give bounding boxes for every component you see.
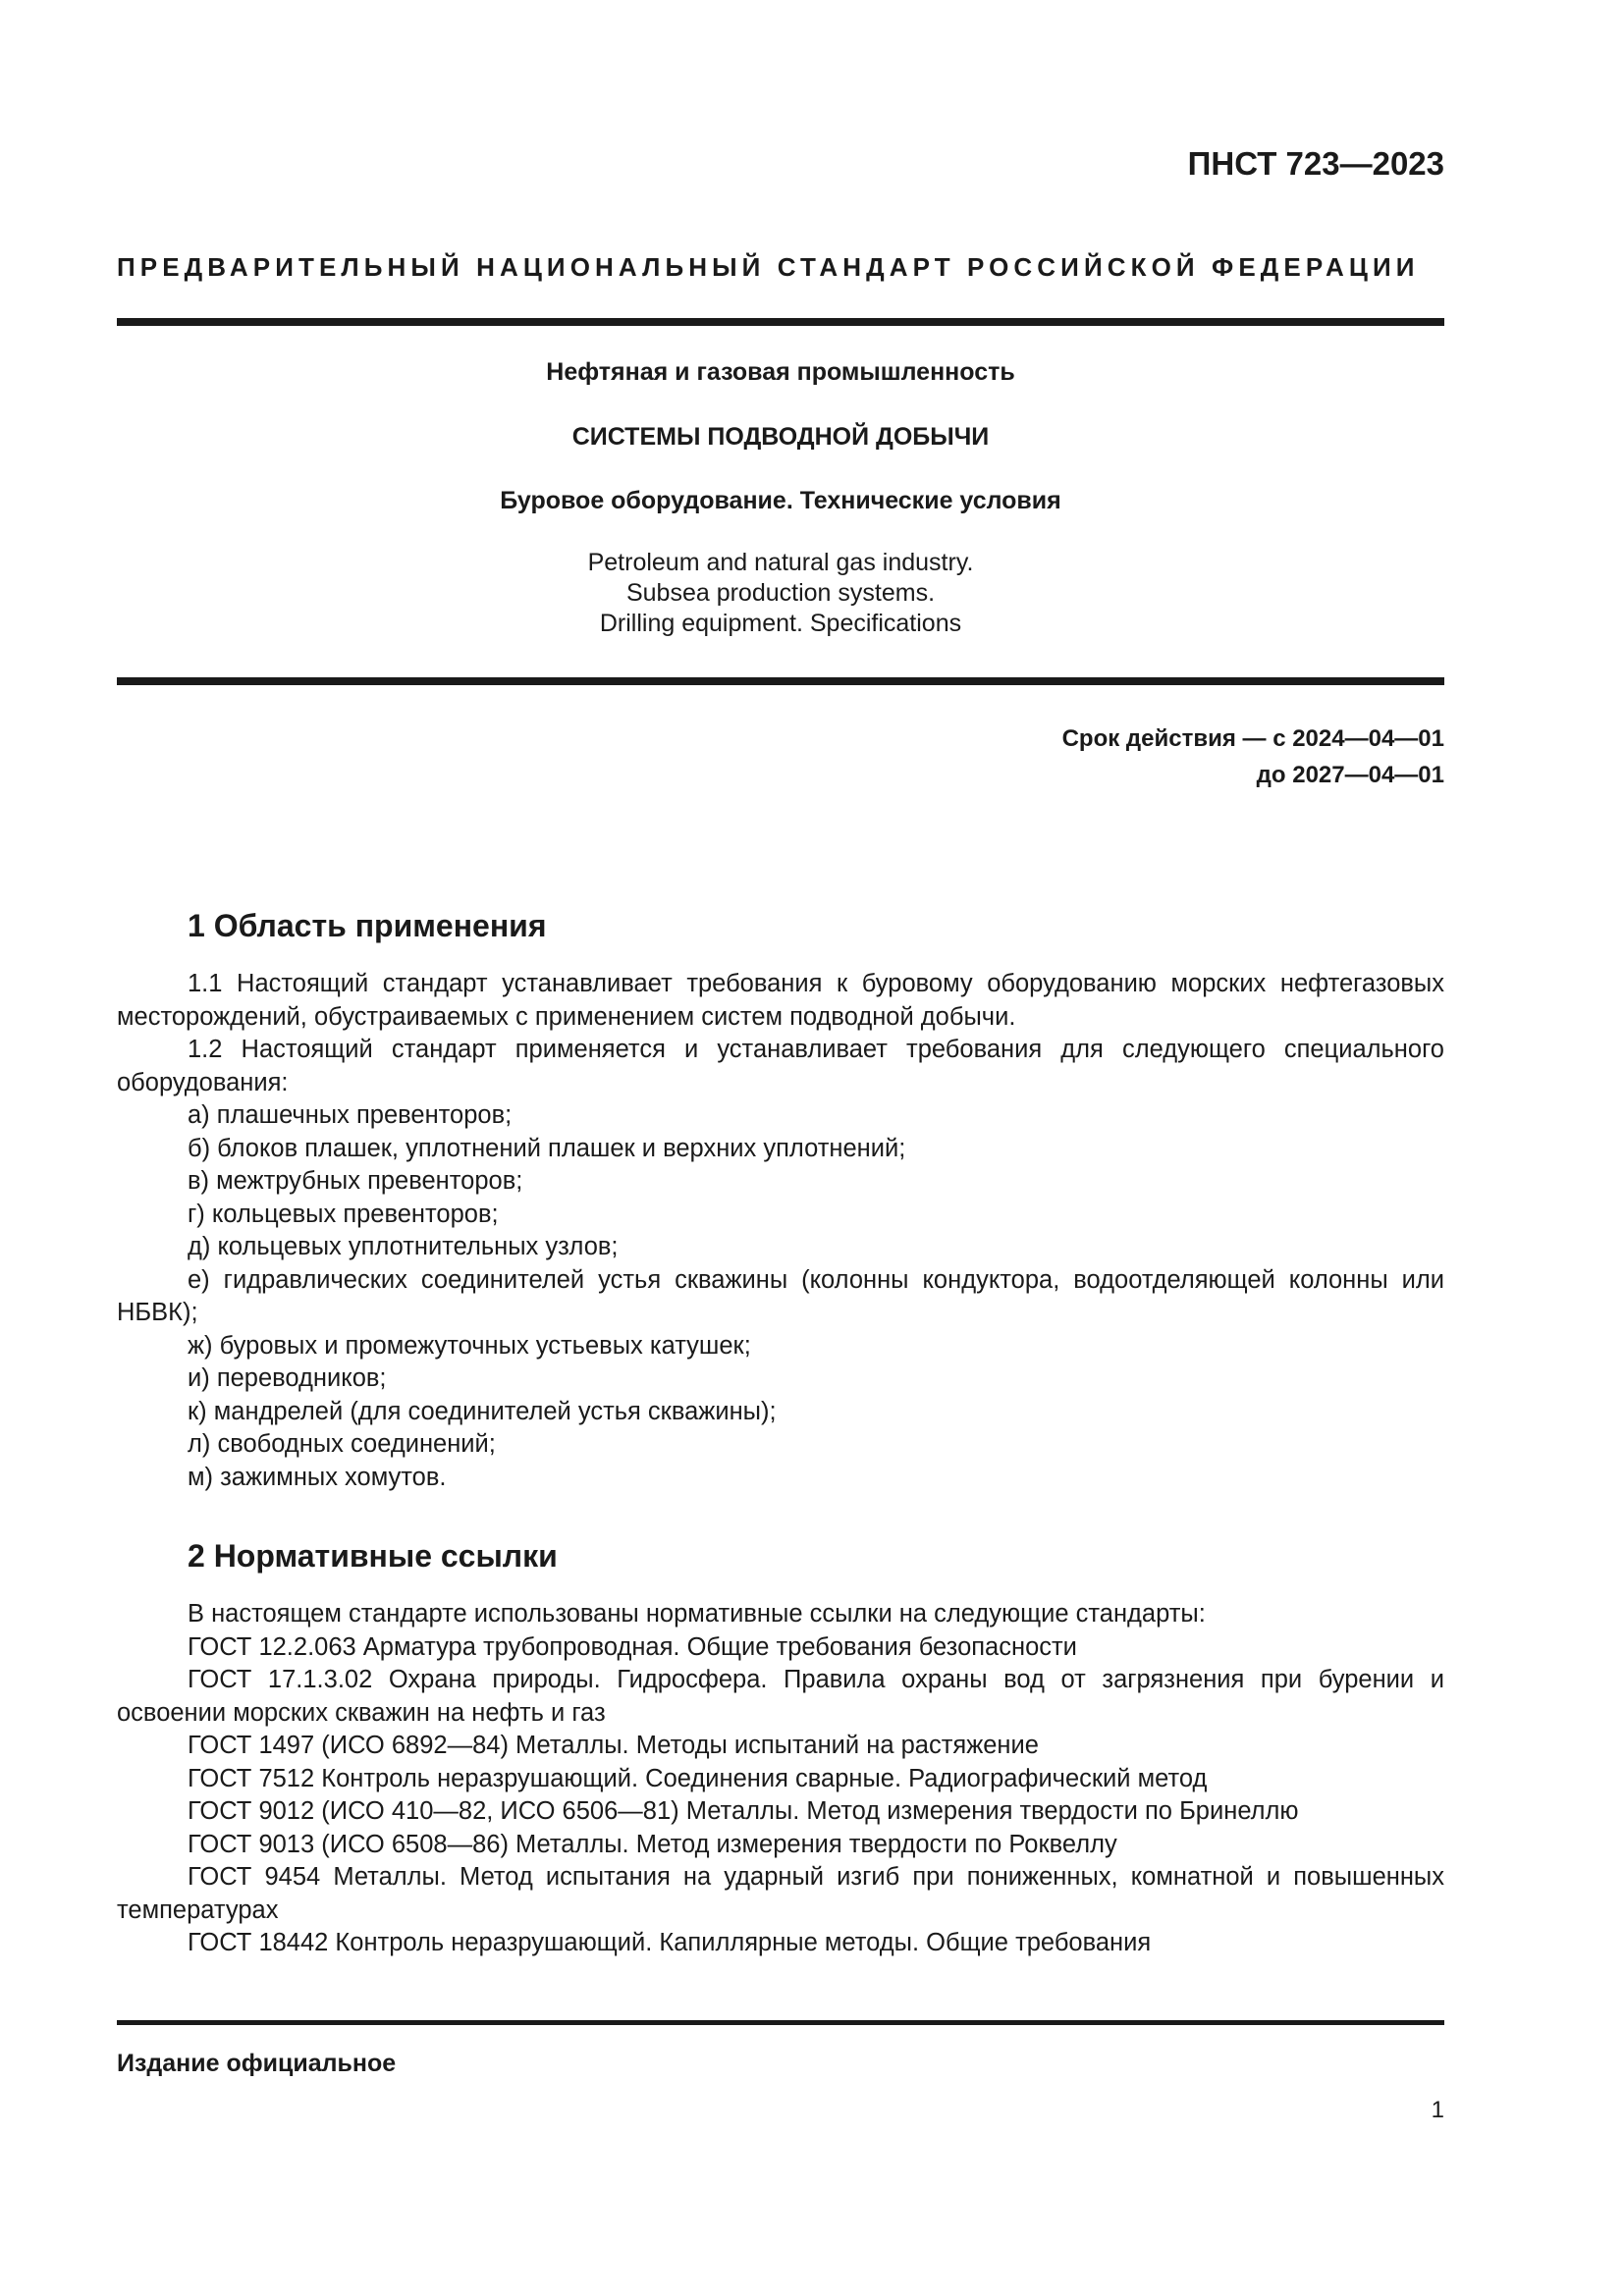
section-2-heading: 2 Нормативные ссылки bbox=[188, 1538, 558, 1574]
reference-item: ГОСТ 7512 Контроль неразрушающий. Соединения сварные. Радиографический метод bbox=[188, 1764, 1208, 1792]
english-title-line: Subsea production systems. bbox=[625, 579, 936, 607]
list-item: л) свободных соединений; bbox=[188, 1430, 496, 1458]
section-1-heading: 1 Область применения bbox=[188, 908, 547, 943]
paragraph: 1.2 Настоящий стандарт применяется и устанавливает требования для следующего специального оборудования: bbox=[117, 1036, 1444, 1096]
section-1-body bbox=[117, 968, 1444, 1494]
reference-item: ГОСТ 12.2.063 Арматура трубопроводная. Общие требования безопасности bbox=[188, 1632, 1077, 1661]
paragraph: 1.1 Настоящий стандарт устанавливает требования к буровому оборудованию морских нефтегазовых месторождений, обустраиваемых с применением систем подводной добычи. bbox=[117, 970, 1444, 1031]
reference-item: ГОСТ 1497 (ИСО 6892—84) Металлы. Методы испытаний на растяжение bbox=[188, 1732, 1039, 1759]
list-item: ж) буровых и промежуточных устьевых катушек; bbox=[188, 1331, 751, 1360]
title-divider bbox=[117, 677, 1444, 685]
list-item: м) зажимных хомутов. bbox=[188, 1463, 447, 1491]
list-item: а) плашечных превенторов; bbox=[188, 1101, 513, 1129]
list-item: г) кольцевых превенторов; bbox=[188, 1200, 499, 1228]
list-item: д) кольцевых уплотнительных узлов; bbox=[188, 1233, 619, 1260]
english-title-line: Drilling equipment. Specifications bbox=[599, 610, 962, 637]
document-page bbox=[117, 0, 1444, 2296]
top-divider bbox=[117, 318, 1444, 326]
page-number: 1 bbox=[1431, 2097, 1444, 2123]
title-subject: Буровое оборудование. Технические условия bbox=[500, 487, 1061, 514]
title-industry: Нефтяная и газовая промышленность bbox=[546, 358, 1015, 386]
validity-from: Срок действия — с 2024—04—01 bbox=[1061, 725, 1444, 752]
reference-item: ГОСТ 18442 Контроль неразрушающий. Капиллярные методы. Общие требования bbox=[188, 1929, 1152, 1956]
list-item: к) мандрелей (для соединителей устья скважины); bbox=[188, 1397, 777, 1425]
validity-period bbox=[1062, 721, 1444, 793]
edition-label: Издание официальное bbox=[117, 2050, 397, 2077]
standard-type-heading: ПРЕДВАРИТЕЛЬНЫЙ НАЦИОНАЛЬНЫЙ СТАНДАРТ РОССИЙСКОЙ ФЕДЕРАЦИИ bbox=[117, 252, 1420, 282]
reference-item: ГОСТ 9454 Металлы. Метод испытания на ударный изгиб при пониженных, комнатной и повышенных температурах bbox=[117, 1863, 1444, 1924]
reference-item: ГОСТ 9013 (ИСО 6508—86) Металлы. Метод измерения твердости по Роквеллу bbox=[188, 1830, 1117, 1858]
list-item: е) гидравлических соединителей устья скважины (колонны кондуктора, водоотделяющей колонны или НБВК); bbox=[117, 1265, 1444, 1326]
reference-item: ГОСТ 17.1.3.02 Охрана природы. Гидросфера. Правила охраны вод от загрязнения при бурении и освоении морских скважин на нефть и газ bbox=[117, 1666, 1444, 1727]
section-2-body bbox=[117, 1598, 1444, 1960]
validity-to: до 2027—04—01 bbox=[1256, 762, 1444, 788]
footer-divider bbox=[117, 2020, 1444, 2025]
title-system: СИСТЕМЫ ПОДВОДНОЙ ДОБЫЧИ bbox=[571, 423, 990, 451]
standard-designation: ПНСТ 723—2023 bbox=[1187, 145, 1444, 182]
reference-item: ГОСТ 9012 (ИСО 410—82, ИСО 6506—81) Металлы. Метод измерения твердости по Бринеллю bbox=[188, 1797, 1299, 1825]
list-item: в) межтрубных превенторов; bbox=[188, 1167, 523, 1195]
english-title-line: Petroleum and natural gas industry. bbox=[587, 549, 974, 576]
list-item: б) блоков плашек, уплотнений плашек и верхних уплотнений; bbox=[188, 1134, 906, 1162]
list-item: и) переводников; bbox=[188, 1364, 387, 1392]
paragraph: В настоящем стандарте использованы нормативные ссылки на следующие стандарты: bbox=[188, 1600, 1206, 1628]
english-title bbox=[117, 548, 1444, 639]
